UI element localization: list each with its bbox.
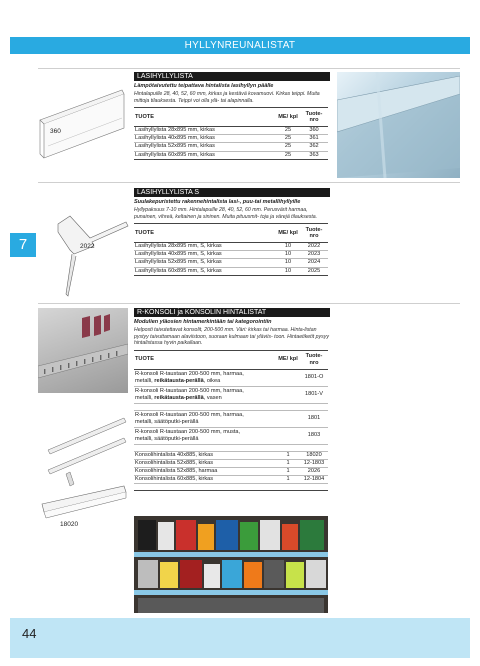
product-table bbox=[134, 107, 328, 160]
cell-code: 363 bbox=[300, 151, 328, 159]
col-code: Tuote- nro bbox=[300, 224, 328, 243]
table-row bbox=[134, 386, 328, 403]
store-shelf-photo bbox=[134, 516, 328, 613]
table-row bbox=[134, 467, 328, 475]
figure-label: 2022 bbox=[80, 243, 95, 250]
section-divider bbox=[38, 68, 460, 69]
cell-qty: 10 bbox=[276, 259, 300, 267]
cell-qty: 25 bbox=[276, 151, 300, 159]
table-row bbox=[134, 451, 328, 459]
table-row bbox=[134, 267, 328, 275]
table-row bbox=[134, 151, 328, 159]
s-profile-illustration bbox=[50, 206, 132, 298]
cell-line: metalli, bbox=[135, 394, 155, 401]
cell-qty: 25 bbox=[276, 127, 300, 135]
page-banner: HYLLYNREUNALISTAT bbox=[10, 37, 470, 54]
table-row bbox=[134, 127, 328, 135]
table-row bbox=[134, 476, 328, 484]
section-lasihyllylista bbox=[134, 72, 330, 160]
cell-code: 1801-V bbox=[300, 386, 328, 403]
cell-code: 361 bbox=[300, 135, 328, 143]
cell-name: Konsolihintalista 60x885, kirkas bbox=[134, 476, 276, 484]
cell-name: Lasihyllylista 52x895 mm, kirkas bbox=[134, 143, 276, 151]
cell-line: R-konsoli R-taustaan 200-500 mm, harmaa, bbox=[135, 412, 244, 418]
col-product: TUOTE bbox=[134, 224, 276, 243]
cell-name bbox=[134, 369, 276, 386]
cell-line: , vasen bbox=[203, 394, 222, 401]
section-lasihyllylista-s bbox=[134, 188, 330, 276]
section-divider bbox=[38, 303, 460, 304]
col-product: TUOTE bbox=[134, 350, 276, 369]
cell-qty bbox=[276, 410, 300, 427]
cell-name: Lasihyllylista 60x895 mm, S, kirkas bbox=[134, 267, 276, 275]
cell-qty: 10 bbox=[276, 267, 300, 275]
cell-code: 360 bbox=[300, 127, 328, 135]
cell-code: 12-1804 bbox=[300, 476, 328, 484]
cell-code: 18020 bbox=[300, 451, 328, 459]
konsoli-rail-photo bbox=[38, 308, 128, 393]
cell-qty: 1 bbox=[276, 467, 300, 475]
col-code: Tuote- nro bbox=[300, 350, 328, 369]
konsoli-bracket-illustration bbox=[40, 402, 128, 527]
cell-code: 2025 bbox=[300, 267, 328, 275]
col-qty: ME/ kpl bbox=[276, 224, 300, 243]
table-row bbox=[134, 143, 328, 151]
table-row bbox=[134, 369, 328, 386]
col-product: TUOTE bbox=[134, 108, 276, 127]
cell-code: 2024 bbox=[300, 259, 328, 267]
cell-line: R-konsoli R-taustaan 200-500 mm, harmaa, bbox=[135, 371, 244, 377]
table-row bbox=[134, 251, 328, 259]
product-table bbox=[134, 350, 328, 492]
page-footer bbox=[10, 618, 470, 658]
cell-name: Konsolihintalista 40x885, kirkas bbox=[134, 451, 276, 459]
cell-name: Konsolihintalista 52x885, harmaa bbox=[134, 467, 276, 475]
section-title: LASIHYLLYLISTA S bbox=[134, 188, 330, 197]
table-row bbox=[134, 410, 328, 427]
section-title: LASIHYLLYLISTA bbox=[134, 72, 330, 81]
table-row bbox=[134, 427, 328, 444]
cell-code: 1801 bbox=[300, 410, 328, 427]
chapter-tab: 7 bbox=[10, 233, 36, 257]
cell-name: Lasihyllylista 40x895 mm, kirkas bbox=[134, 135, 276, 143]
cell-code: 1803 bbox=[300, 427, 328, 444]
product-table bbox=[134, 223, 328, 276]
cell-line: metalli, säätöputki-perällä bbox=[135, 418, 199, 425]
table-spacer bbox=[134, 444, 328, 451]
cell-line: metalli, säätöputki-perällä bbox=[135, 435, 199, 442]
table-row bbox=[134, 459, 328, 467]
table-row bbox=[134, 259, 328, 267]
cell-code: 12-1803 bbox=[300, 459, 328, 467]
col-qty: ME/ kpl bbox=[276, 350, 300, 369]
table-spacer bbox=[134, 484, 328, 491]
cell-code: 1801-O bbox=[300, 369, 328, 386]
section-subtitle: Modulien yläosien hintamerkintään tai kategorointiin bbox=[134, 319, 272, 325]
cell-qty bbox=[276, 386, 300, 403]
cell-name: Konsolihintalista 52x885, kirkas bbox=[134, 459, 276, 467]
cell-name bbox=[134, 386, 276, 403]
cell-name: Lasihyllylista 52x895 mm, S, kirkas bbox=[134, 259, 276, 267]
cell-name: Lasihyllylista 60x895 mm, kirkas bbox=[134, 151, 276, 159]
cell-code: 362 bbox=[300, 143, 328, 151]
cell-code: 2022 bbox=[300, 243, 328, 251]
page-number: 44 bbox=[22, 626, 37, 641]
table-spacer bbox=[134, 403, 328, 410]
cell-line: metalli, bbox=[135, 377, 155, 384]
section-subtitle: Lämpötaivutettu teipattava hintalista lasihyllyn päälle bbox=[134, 83, 274, 89]
col-qty: ME/ kpl bbox=[276, 108, 300, 127]
table-row bbox=[134, 243, 328, 251]
table-row bbox=[134, 135, 328, 143]
cell-qty bbox=[276, 369, 300, 386]
section-title: R-KONSOLI ja KONSOLIN HINTALISTAT bbox=[134, 308, 330, 317]
cell-qty: 10 bbox=[276, 251, 300, 259]
section-description: Helposti taivutettavat konsolit, 200-500 mm. Väri: kirkas tai harmaa. Hinta-listan pystyy taivuttamaan alaviistoon, suoraan kulmaan tai yläviis- toon. Hintaetiketit pysyy hintalistassa hyvin paikallaan. bbox=[134, 327, 329, 346]
cell-emphasis: reikätausta-perällä bbox=[154, 377, 204, 384]
section-subtitle: Suulakepuristettu rakennehintalista lasi-, puu-tai metallihyllyille bbox=[134, 199, 301, 205]
section-r-konsoli bbox=[134, 308, 330, 491]
cell-code: 2026 bbox=[300, 467, 328, 475]
section-divider bbox=[38, 182, 460, 183]
cell-name bbox=[134, 427, 276, 444]
figure-label: 360 bbox=[50, 128, 61, 135]
cell-qty: 10 bbox=[276, 243, 300, 251]
cell-qty: 25 bbox=[276, 135, 300, 143]
col-code: Tuote- nro bbox=[300, 108, 328, 127]
glass-shelf-photo bbox=[337, 72, 460, 178]
cell-qty: 1 bbox=[276, 459, 300, 467]
section-description: Hyllypaksuus 7-10 mm. Hintalapuille 28, 40, 52, 60 mm. Perusvärit harmaa, punainen, vihreä, keltainen ja sininen. Muita pituusmit- toja ja värejä tilauksesta. bbox=[134, 207, 318, 220]
cell-name: Lasihyllylista 40x895 mm, S, kirkas bbox=[134, 251, 276, 259]
cell-qty: 1 bbox=[276, 451, 300, 459]
cell-line: , oikea bbox=[203, 377, 221, 384]
cell-name: Lasihyllylista 28x895 mm, S, kirkas bbox=[134, 243, 276, 251]
cell-emphasis: reikätausta-perällä bbox=[154, 394, 204, 401]
figure-label: 18020 bbox=[60, 521, 79, 528]
cell-code: 2023 bbox=[300, 251, 328, 259]
cell-qty: 25 bbox=[276, 143, 300, 151]
cell-qty bbox=[276, 427, 300, 444]
cell-name: Lasihyllylista 28x895 mm, kirkas bbox=[134, 127, 276, 135]
section-description: Hintalapuille 28, 40, 52, 60 mm, kirkas ja kestävä kovamuovi. Kirkas teippi. Muita mittoja tilauksesta. Teippi voi olla ylä- tai alapinnalla. bbox=[134, 91, 320, 104]
shelf-strip-illustration bbox=[38, 84, 128, 166]
cell-qty: 1 bbox=[276, 476, 300, 484]
cell-name bbox=[134, 410, 276, 427]
cell-line: R-konsoli R-taustaan 200-500 mm, harmaa, bbox=[135, 388, 244, 394]
cell-line: R-konsoli R-taustaan 200-500 mm, musta, bbox=[135, 429, 241, 435]
